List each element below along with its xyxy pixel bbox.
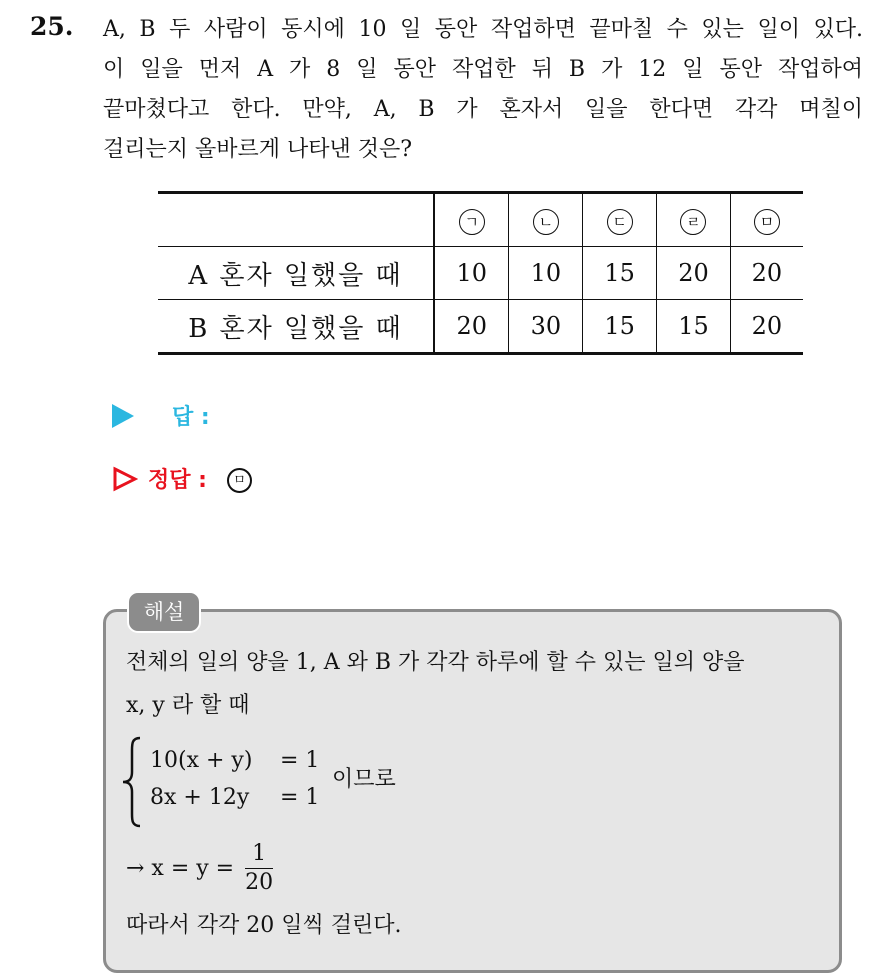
fraction-numerator: 1 — [245, 840, 273, 869]
option-header — [583, 193, 657, 247]
left-brace-icon — [120, 736, 144, 828]
answer-row — [112, 400, 210, 431]
table-cell: 15 — [583, 247, 657, 300]
solution-line-2: x, y 라 할 때 — [126, 693, 250, 718]
question-number: 25. — [30, 12, 74, 41]
row-label: B 혼자 일했을 때 — [158, 300, 434, 354]
fraction-denominator: 20 — [245, 870, 274, 895]
option-circle: ㄷ — [607, 209, 633, 235]
table-row — [158, 300, 803, 354]
correct-answer-label: 정답 : — [148, 468, 207, 493]
table-corner — [158, 193, 434, 247]
choice-table — [158, 191, 803, 355]
option-header — [657, 193, 731, 247]
table-header-row — [158, 193, 803, 247]
equation-right: = 1 — [280, 748, 320, 773]
table-cell: 15 — [583, 300, 657, 354]
question-line-2: 이 일을 먼저 A 가 8 일 동안 작업한 뒤 B 가 12 일 동안 작업하여 — [103, 57, 863, 82]
play-arrow-icon — [112, 404, 134, 428]
equation-row — [150, 779, 320, 816]
solution-conclusion: 따라서 각각 20 일씩 걸린다. — [126, 913, 402, 938]
outline-arrow-icon — [112, 466, 138, 492]
solution-line-1: 전체의 일의 양을 1, A 와 B 가 각각 하루에 할 수 있는 일의 양을 — [126, 650, 745, 675]
option-circle: ㅁ — [754, 209, 780, 235]
table-cell: 20 — [434, 300, 509, 354]
table-cell: 10 — [434, 247, 509, 300]
equation-system — [150, 742, 320, 816]
equation-right: = 1 — [280, 785, 320, 810]
option-header — [730, 193, 803, 247]
option-header — [434, 193, 509, 247]
result-fraction — [245, 840, 273, 897]
correct-answer-row — [112, 463, 252, 494]
question-text — [103, 10, 863, 170]
table-row — [158, 247, 803, 300]
equation-left: 10(x + y) — [150, 748, 253, 773]
option-header — [509, 193, 583, 247]
answer-label: 답 : — [172, 405, 210, 430]
correct-answer-value — [227, 465, 252, 493]
question-line-3: 끝마쳤다고 한다. 만약, A, B 가 혼자서 일을 한다면 각각 며칠이 — [103, 97, 863, 122]
equation-row — [150, 742, 320, 779]
option-circle: ㄴ — [533, 209, 559, 235]
result-prefix: → x = y = — [126, 856, 235, 881]
option-circle: ㄹ — [680, 209, 706, 235]
table-cell: 20 — [730, 300, 803, 354]
system-suffix: 이므로 — [332, 767, 396, 792]
table-cell: 30 — [509, 300, 583, 354]
table-cell: 10 — [509, 247, 583, 300]
equation-left: 8x + 12y — [150, 785, 250, 810]
table-cell: 20 — [657, 247, 731, 300]
table-cell: 20 — [730, 247, 803, 300]
result-line — [126, 840, 273, 897]
solution-box — [103, 609, 842, 973]
row-label: A 혼자 일했을 때 — [158, 247, 434, 300]
question-line-4: 걸리는지 올바르게 나타낸 것은? — [103, 137, 413, 162]
table-cell: 15 — [657, 300, 731, 354]
question-line-1: A, B 두 사람이 동시에 10 일 동안 작업하면 끝마칠 수 있는 일이 있다. — [103, 17, 863, 42]
correct-answer-circle: ㅁ — [227, 468, 252, 493]
solution-tag: 해설 — [127, 591, 201, 633]
option-circle: ㄱ — [459, 209, 485, 235]
